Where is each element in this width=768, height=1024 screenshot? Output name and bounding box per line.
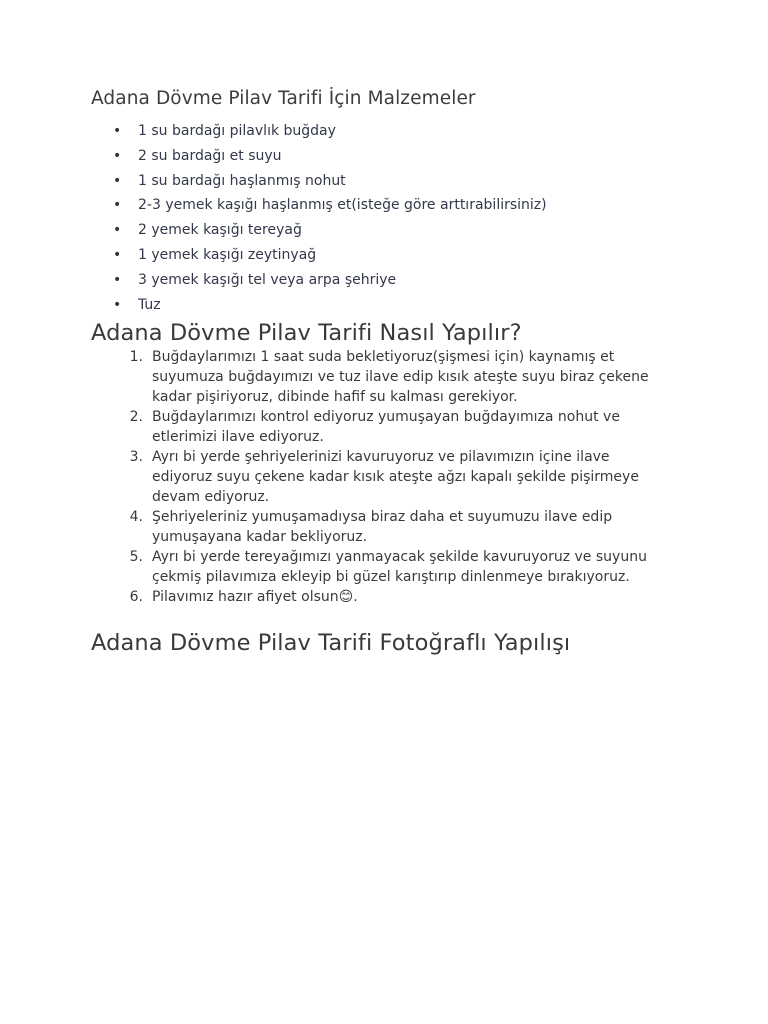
ingredient-text: 1 su bardağı haşlanmış nohut [138, 172, 346, 189]
step-number: 1. [129, 349, 143, 366]
ingredient-item [91, 243, 691, 268]
ingredient-item [91, 169, 691, 194]
step-item [91, 347, 672, 407]
ingredient-item [91, 144, 691, 169]
step-text: Şehriyeleriniz yumuşamadıysa biraz daha et suyumuzu ilave edip yumuşayana kadar bekliyoruz. [152, 509, 613, 546]
ingredient-text: 1 su bardağı pilavlık buğday [138, 123, 336, 139]
step-item [91, 507, 672, 547]
ingredient-text: 3 yemek kaşığı tel veya arpa şehriye [138, 271, 397, 288]
ingredient-item [91, 293, 691, 318]
step-text: Pilavımız hazır afiyet olsun😊. [152, 589, 358, 606]
ingredient-item [91, 119, 691, 144]
step-text: Ayrı bi yerde tereyağımızı yanmayacak şekilde kavuruyoruz ve suyunu çekmiş pilavımıza ekleyip bi güzel karıştırıp dinlenmeye bırakıyoruz. [152, 549, 647, 586]
step-number: 6. [129, 589, 143, 606]
ingredient-item [91, 218, 691, 243]
ingredients-heading: Adana Dövme Pilav Tarifi İçin Malzemeler [91, 88, 476, 109]
ingredient-text: 1 yemek kaşığı zeytinyağ [138, 246, 317, 263]
step-item [91, 447, 672, 507]
bullet-icon: • [113, 246, 122, 263]
step-item [91, 547, 672, 587]
ingredient-text: 2 su bardağı et suyu [138, 147, 282, 164]
step-number: 4. [129, 509, 143, 526]
bullet-icon: • [113, 123, 122, 139]
step-text: Buğdaylarımızı 1 saat suda bekletiyoruz(şişmesi için) kaynamış et suyumuza buğdayımızı ve tuz ilave edip kısık ateşte suyu biraz çekene kadar pişiriyoruz, dibinde hafif su kalması gerekiyor. [152, 349, 649, 406]
recipe-document [91, 86, 691, 657]
ingredient-item [91, 193, 691, 218]
bullet-icon: • [113, 172, 122, 189]
ingredient-text: 2 yemek kaşığı tereyağ [138, 222, 302, 239]
step-number: 3. [129, 449, 143, 466]
photo-heading: Adana Dövme Pilav Tarifi Fotoğraflı Yapılışı [91, 630, 571, 657]
step-number: 2. [129, 409, 143, 426]
ingredients-list [91, 119, 691, 317]
ingredient-text: 2-3 yemek kaşığı haşlanmış et(isteğe göre arttırabilirsiniz) [138, 197, 547, 214]
steps-list [91, 347, 691, 607]
bullet-icon: • [113, 271, 122, 288]
step-text: Ayrı bi yerde şehriyelerinizi kavuruyoruz ve pilavımızın içine ilave ediyoruz suyu çekene kadar kısık ateşte ağzı kapalı şekilde pişirmeye devam ediyoruz. [152, 449, 639, 506]
step-text: Buğdaylarımızı kontrol ediyoruz yumuşayan buğdayımıza nohut ve etlerimizi ilave ediyoruz. [152, 409, 620, 446]
ingredient-text: Tuz [138, 296, 161, 313]
step-item [91, 407, 672, 447]
bullet-icon: • [113, 296, 122, 313]
ingredient-item [91, 268, 691, 293]
method-heading: Adana Dövme Pilav Tarifi Nasıl Yapılır? [91, 320, 522, 347]
bullet-icon: • [113, 222, 122, 239]
step-number: 5. [129, 549, 143, 566]
step-item [91, 587, 672, 607]
bullet-icon: • [113, 197, 122, 214]
bullet-icon: • [113, 147, 122, 164]
